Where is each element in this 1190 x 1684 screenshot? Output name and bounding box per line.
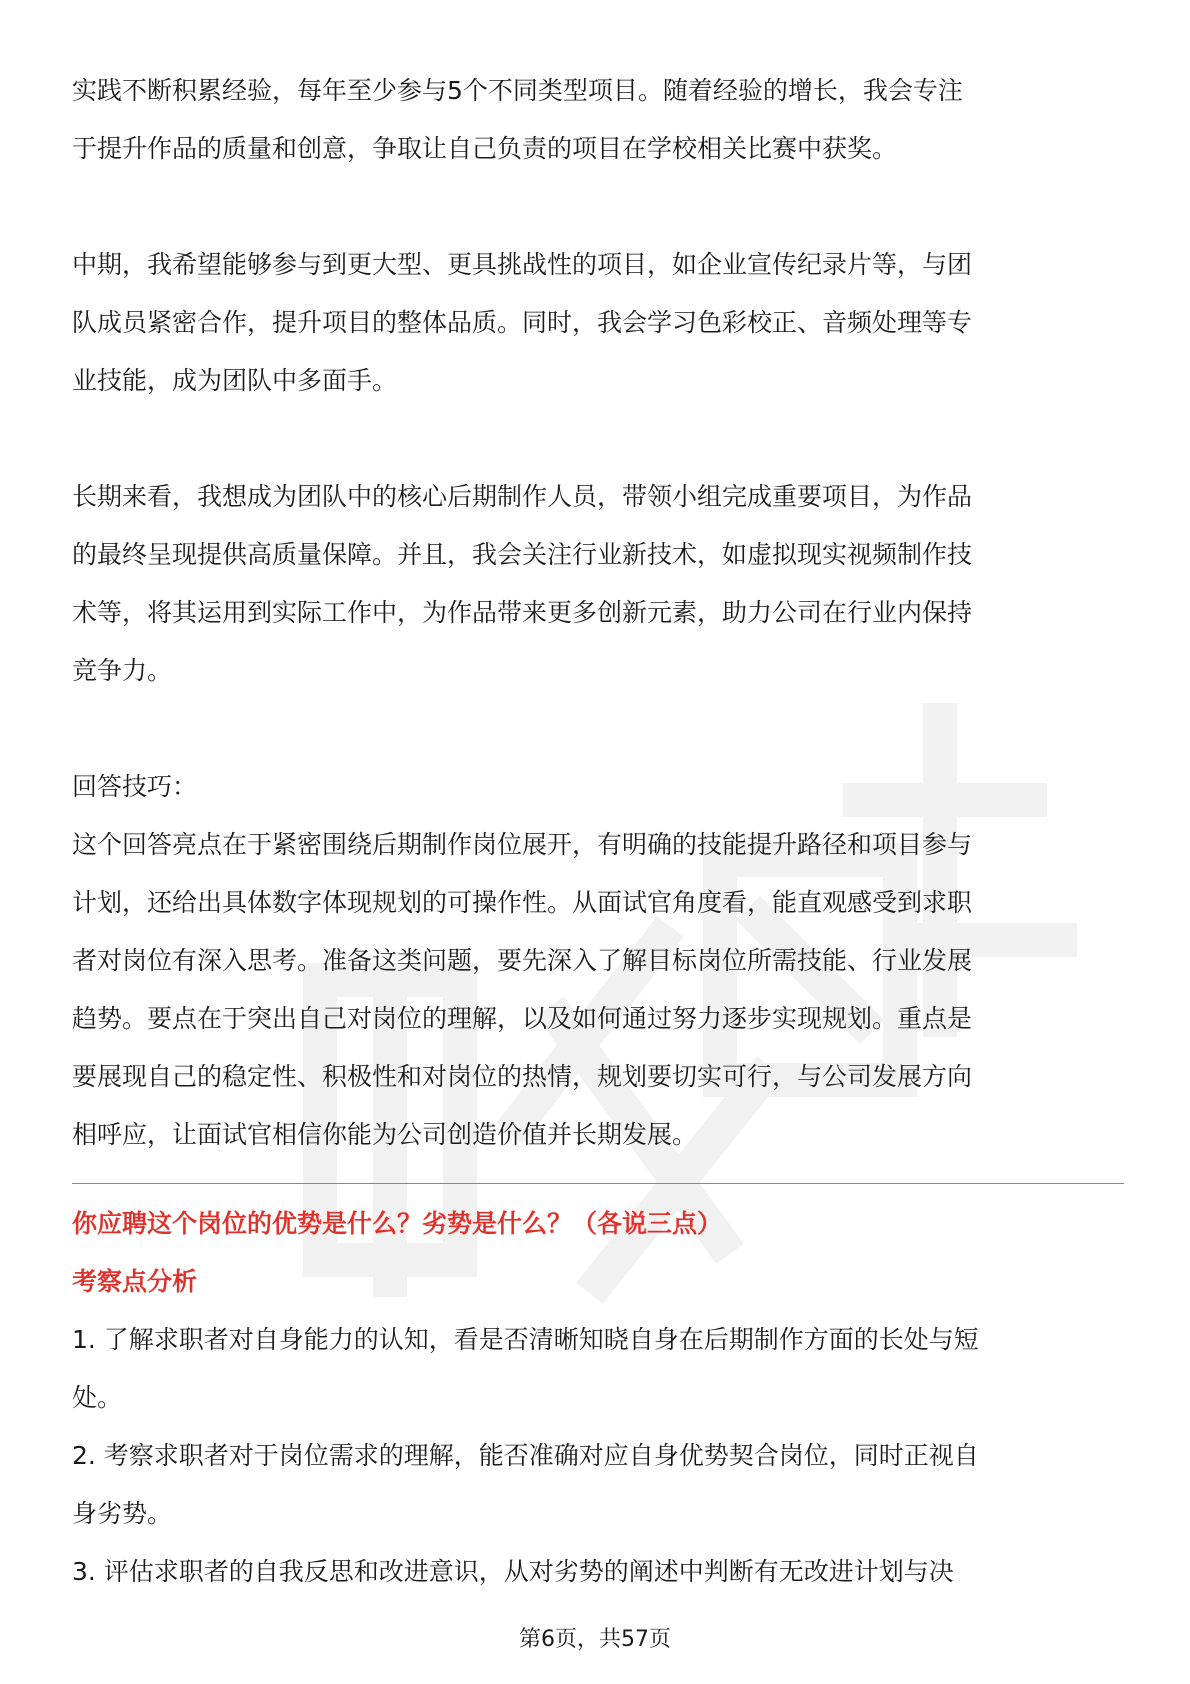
- text-line: 身劣势。: [72, 1499, 173, 1528]
- text-line: 相呼应，让面试官相信你能为公司创造价值并长期发展。: [72, 1120, 698, 1149]
- paragraph-long-term: [72, 468, 1124, 700]
- text-line: 计划，还给出具体数字体现规划的可操作性。从面试官角度看，能直观感受到求职: [72, 888, 973, 917]
- analysis-point-2: [72, 1427, 1124, 1543]
- text-line: 队成员紧密合作，提升项目的整体品质。同时，我会学习色彩校正、音频处理等专: [72, 308, 973, 337]
- paragraph-short-term: [72, 62, 1124, 178]
- analysis-point-1: [72, 1311, 1124, 1427]
- text-line: 中期，我希望能够参与到更大型、更具挑战性的项目，如企业宣传纪录片等，与团: [72, 250, 973, 279]
- answer-body: [72, 62, 1124, 1164]
- text-line: 处。: [72, 1383, 123, 1412]
- text-line: 长期来看，我想成为团队中的核心后期制作人员，带领小组完成重要项目，为作品: [72, 482, 973, 511]
- text-line: 1. 了解求职者对自身能力的认知，看是否清晰知晓自身在后期制作方面的长处与短: [72, 1325, 979, 1354]
- text-line: 者对岗位有深入思考。准备这类问题，要先深入了解目标岗位所需技能、行业发展: [72, 946, 973, 975]
- text-line: 的最终呈现提供高质量保障。并且，我会关注行业新技术，如虚拟现实视频制作技: [72, 540, 973, 569]
- analysis-point-3: [72, 1543, 1124, 1601]
- text-line: 竞争力。: [72, 656, 173, 685]
- analysis-heading: 考察点分析: [72, 1267, 198, 1296]
- text-line: 于提升作品的质量和创意，争取让自己负责的项目在学校相关比赛中获奖。: [72, 134, 898, 163]
- text-line: 术等，将其运用到实际工作中，为作品带来更多创新元素，助力公司在行业内保持: [72, 598, 973, 627]
- page-number: 第6页，共57页: [519, 1627, 671, 1652]
- text-line: 趋势。要点在于突出自己对岗位的理解，以及如何通过努力逐步实现规划。重点是: [72, 1004, 973, 1033]
- text-line: 2. 考察求职者对于岗位需求的理解，能否准确对应自身优势契合岗位，同时正视自: [72, 1441, 979, 1470]
- question-section: [72, 1195, 1124, 1601]
- section-divider: [72, 1183, 1124, 1184]
- tips-label: 回答技巧：: [72, 772, 198, 801]
- text-line: 3. 评估求职者的自我反思和改进意识，从对劣势的阐述中判断有无改进计划与决: [72, 1557, 954, 1586]
- text-line: 实践不断积累经验，每年至少参与5个不同类型项目。随着经验的增长，我会专注: [72, 76, 963, 105]
- paragraph-mid-term: [72, 236, 1124, 410]
- text-line: 业技能，成为团队中多面手。: [72, 366, 398, 395]
- text-line: 要展现自己的稳定性、积极性和对岗位的热情，规划要切实可行，与公司发展方向: [72, 1062, 973, 1091]
- text-line: 这个回答亮点在于紧密围绕后期制作岗位展开，有明确的技能提升路径和项目参与: [72, 830, 973, 859]
- tips-paragraph: [72, 816, 1124, 1164]
- question-title: 你应聘这个岗位的优势是什么？劣势是什么？（各说三点）: [72, 1209, 723, 1238]
